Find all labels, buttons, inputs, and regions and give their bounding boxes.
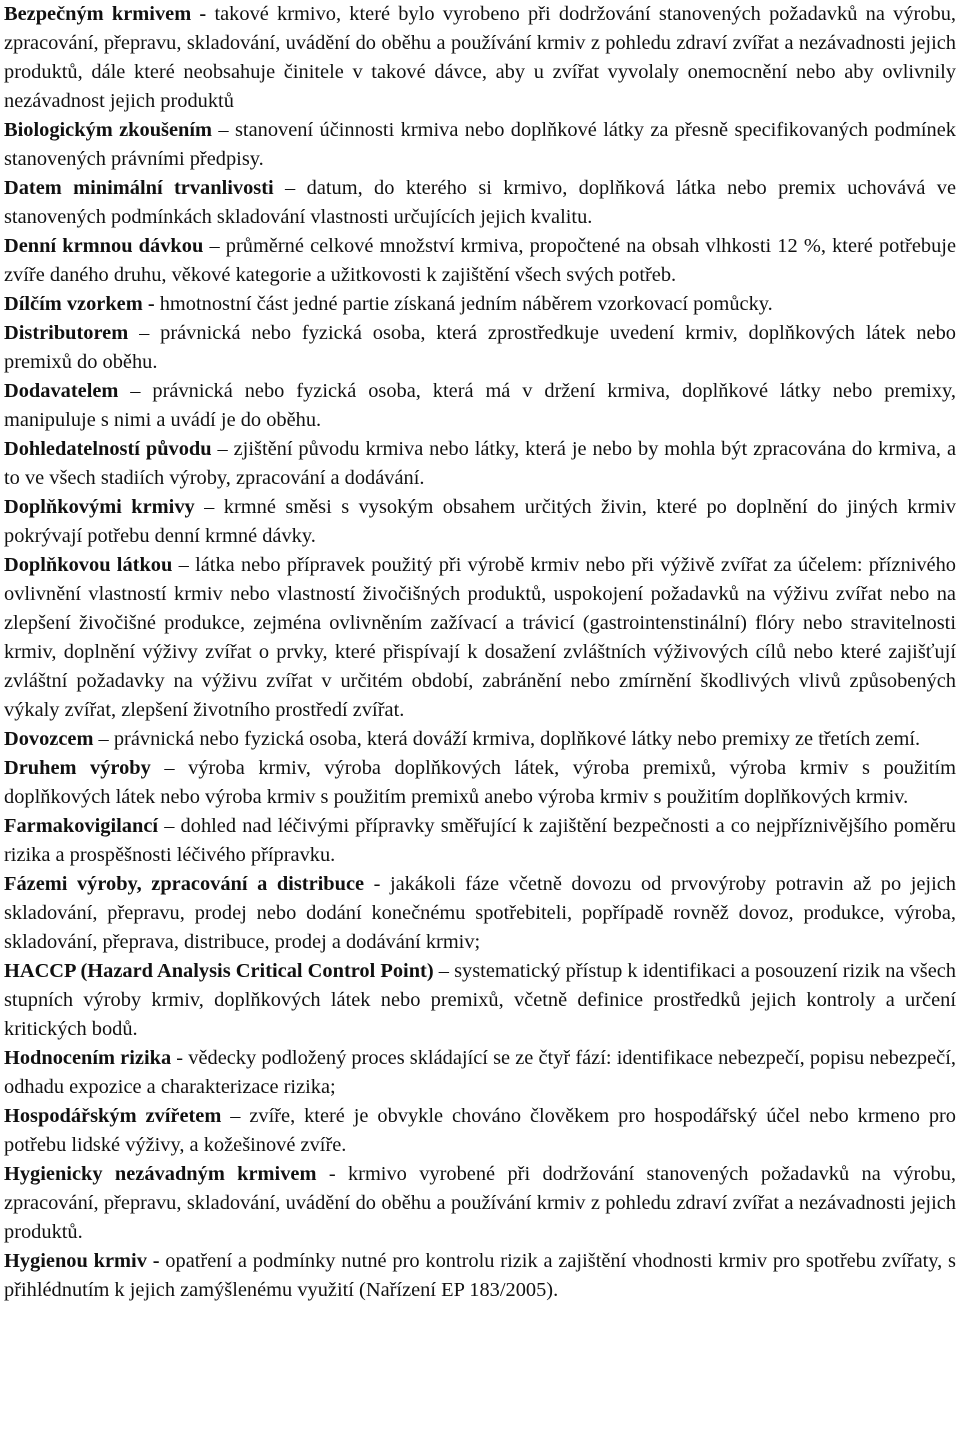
entry-definition: takové krmivo, které bylo vyrobeno při dodržování stanovených požadavků na výrobu, zpracování, přepravu, skladování, uvádění do oběhu a používání krmiv z pohledu zdraví zvířat a nezávadnosti jejich produktů, dále které neobsahuje činitele v takové dávce, aby u zvířat vyvolaly onemocnění nebo aby ovlivnily nezávadnost jejich produktů bbox=[4, 3, 956, 112]
entry-term: Dodavatelem bbox=[4, 380, 119, 402]
glossary-entry bbox=[4, 957, 956, 1044]
entry-definition: opatření a podmínky nutné pro kontrolu rizik a zajištění vhodnosti krmiv pro spotřebu zvířaty, s přihlédnutím k jejich zamýšlenému využití (Nařízení EP 183/2005). bbox=[4, 1250, 956, 1301]
glossary-entry bbox=[4, 725, 956, 754]
entry-term: Dílčím vzorkem - bbox=[4, 293, 155, 315]
entry-definition: - krmivo vyrobené při dodržování stanovených požadavků na výrobu, zpracování, přepravu, skladování, uvádění do oběhu a používání krmiv z pohledu zdraví zvířat a nezávadnosti jejich produktů. bbox=[4, 1163, 956, 1243]
entry-term: HACCP (Hazard Analysis Critical Control Point) bbox=[4, 960, 434, 982]
entry-definition: – zjištění původu krmiva nebo látky, která je nebo by mohla být zpracována do krmiva, a to ve všech stadiích výroby, zpracování a dodávání. bbox=[4, 438, 956, 489]
glossary-entry bbox=[4, 551, 956, 725]
entry-term: Fázemi výroby, zpracování a distribuce bbox=[4, 873, 365, 895]
glossary-entry bbox=[4, 1102, 956, 1160]
entry-term: Denní krmnou dávkou bbox=[4, 235, 204, 257]
entry-definition: – látka nebo přípravek použitý při výrobě krmiv nebo při výživě zvířat za účelem: příznivého ovlivnění vlastností krmiv nebo vlastností živočišných produktů, uspokojení požadavků na výživu zvířat nebo na zlepšení živočišné produkce, zejména ovlivněním zažívací a trávicí (gastrointenstinální) flóry nebo stravitelnosti krmiv, doplnění výživy zvířat o prvky, které přispívají k dosažení zvláštních výživových cílů nebo které zajišťují zvláštní požadavky na výživu zvířat v určitém období, zabránění nebo zmírnění škodlivých vlivů způsobených výkaly zvířat, zlepšení životního prostředí zvířat. bbox=[4, 554, 956, 721]
glossary-entry bbox=[4, 232, 956, 290]
entry-term: Hodnocením rizika bbox=[4, 1047, 172, 1069]
entry-term: Datem minimální trvanlivosti bbox=[4, 177, 274, 199]
entry-definition: hmotnostní část jedné partie získaná jedním náběrem vzorkovací pomůcky. bbox=[154, 293, 773, 315]
glossary-entry bbox=[4, 319, 956, 377]
entry-definition: – právnická nebo fyzická osoba, která dováží krmiva, doplňkové látky nebo premixy ze třetích zemí. bbox=[93, 728, 921, 750]
entry-term: Doplňkovými krmivy bbox=[4, 496, 195, 518]
entry-term: Biologickým zkoušením bbox=[4, 119, 213, 141]
entry-term: Distributorem bbox=[4, 322, 129, 344]
glossary-entry bbox=[4, 754, 956, 812]
glossary-entry bbox=[4, 116, 956, 174]
entry-definition: – stanovení účinnosti krmiva nebo doplňkové látky za přesně specifikovaných podmínek stanovených právními předpisy. bbox=[4, 119, 956, 170]
entry-definition: – průměrné celkové množství krmiva, propočtené na obsah vlhkosti 12 %, které potřebuje zvíře daného druhu, věkové kategorie a užitkovosti k zajištění všech svých potřeb. bbox=[4, 235, 956, 286]
glossary-entry bbox=[4, 0, 956, 116]
entry-definition: – právnická nebo fyzická osoba, která má v držení krmiva, doplňkové látky nebo premixy, manipuluje s nimi a uvádí je do oběhu. bbox=[4, 380, 956, 431]
entry-term: Druhem výroby bbox=[4, 757, 151, 779]
entry-term: Dohledatelností původu bbox=[4, 438, 212, 460]
entry-definition: - vědecky podložený proces skládající se ze čtyř fází: identifikace nebezpečí, popisu nebezpečí, odhadu expozice a charakterizace rizika; bbox=[4, 1047, 956, 1098]
entry-definition: – datum, do kterého si krmivo, doplňková látka nebo premix uchovává ve stanovených podmínkách skladování vlastnosti určujících jejich kvalitu. bbox=[4, 177, 956, 228]
glossary-entry bbox=[4, 174, 956, 232]
entry-term: Hygienou krmiv - bbox=[4, 1250, 160, 1272]
entry-term: Farmakovigilancí bbox=[4, 815, 159, 837]
entry-definition: – krmné směsi s vysokým obsahem určitých živin, které po doplnění do jiných krmiv pokrývají potřebu denní krmné dávky. bbox=[4, 496, 957, 547]
entry-term: Dovozcem bbox=[4, 728, 94, 750]
entry-term: Hygienicky nezávadným krmivem bbox=[4, 1163, 317, 1185]
entry-definition: – dohled nad léčivými přípravky směřující k zajištění bezpečnosti a co nejpříznivějšího poměru rizika a prospěšnosti léčivého přípravku. bbox=[4, 815, 956, 866]
glossary-entry bbox=[4, 1044, 956, 1102]
glossary-entry bbox=[4, 290, 956, 319]
glossary-entry bbox=[4, 493, 956, 551]
entry-definition: – právnická nebo fyzická osoba, která zprostředkuje uvedení krmiv, doplňkových látek nebo premixů do oběhu. bbox=[4, 322, 956, 373]
glossary-entry bbox=[4, 1247, 956, 1305]
entry-definition: – systematický přístup k identifikaci a posouzení rizik na všech stupních výroby krmiv, doplňkových látek nebo premixů, včetně definice prostředků jejich kontroly a určení kritických bodů. bbox=[4, 960, 956, 1040]
entry-definition: - jakákoli fáze včetně dovozu od prvovýroby potravin až po jejich skladování, přepravu, prodej nebo dodání konečnému spotřebiteli, popřípadě rovněž dovoz, produkce, výroba, skladování, přeprava, distribuce, prodej a dodávání krmiv; bbox=[4, 873, 956, 953]
glossary-entry bbox=[4, 812, 956, 870]
entry-definition: – zvíře, které je obvykle chováno člověkem pro hospodářský účel nebo krmeno pro potřebu lidské výživy, a kožešinové zvíře. bbox=[4, 1105, 956, 1156]
entry-term: Bezpečným krmivem - bbox=[4, 3, 207, 25]
glossary-entry bbox=[4, 870, 956, 957]
entry-term: Doplňkovou látkou bbox=[4, 554, 173, 576]
entry-term: Hospodářským zvířetem bbox=[4, 1105, 222, 1127]
entry-definition: – výroba krmiv, výroba doplňkových látek, výroba premixů, výroba krmiv s použitím doplňkových látek nebo výroba krmiv s použitím premixů anebo výroba krmiv s použitím doplňkových krmiv. bbox=[4, 757, 956, 808]
glossary-entry bbox=[4, 377, 956, 435]
glossary-entry bbox=[4, 1160, 956, 1247]
glossary-entry bbox=[4, 435, 956, 493]
